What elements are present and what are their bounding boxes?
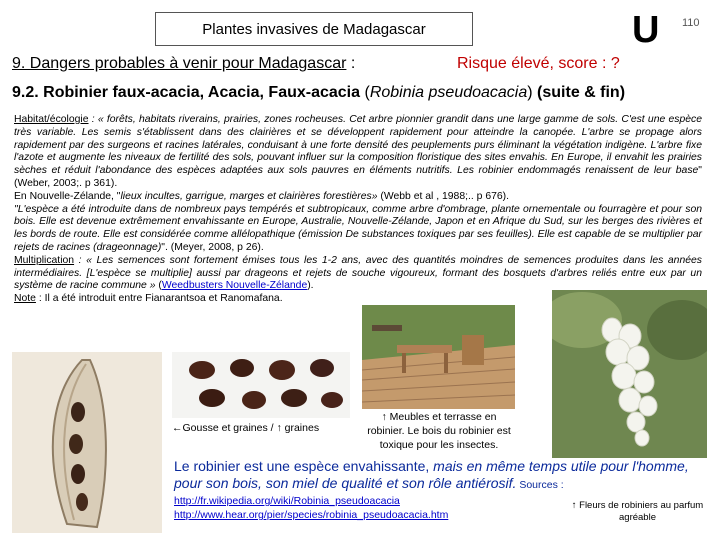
- meyer-ref: ". (Meyer, 2008, p 26).: [161, 241, 264, 253]
- subsection-heading: [12, 84, 625, 102]
- meyer-paragraph: [14, 204, 702, 255]
- paren-open: (: [360, 84, 370, 101]
- multiplication-text: : « Les semences sont fortement émises tous les 1-2 ans, avec des quantités moindres de semences produites dans les années intermédiaires. [L'espèce se multiplie] aussi par drageons et rejets de souche vigoureux, formant des bosquets d'arbres reliés entre eux par un système de racine commune »: [14, 254, 702, 292]
- multiplication-label: Multiplication: [14, 254, 75, 266]
- note-text: : Il a été introduit entre Fianarantsoa et Ranomafana.: [35, 293, 283, 305]
- sources-links: [174, 494, 448, 522]
- meyer-quote: "L'espèce a été introduite dans de nombreux pays tempérés et subtropicaux, comme arbre d'ombrage, plante ornementale ou fourragère et pour son bois. Elle est devenue extrêmement envahissante en Europe, Australie, Nouvelle-Zélande, Japon et en Afrique du Sud, sur les berges des rivières et les bords de route. Elle est considérée comme allélopathique (émission De substances toxiques par ses feuilles). Elle est capable de se multiplier par rejets de racines (drageonnage): [14, 203, 702, 253]
- nz-intro: En Nouvelle-Zélande, ": [14, 190, 121, 202]
- weedbusters-link[interactable]: Weedbusters Nouvelle-Zélande: [161, 280, 308, 292]
- seeds-caption: ←Gousse et graines / ↑ graines: [172, 422, 320, 434]
- nz-paragraph: [14, 191, 702, 204]
- seed-pod-photo: [12, 352, 162, 533]
- habitat-paragraph: [14, 114, 702, 191]
- sources-label: Sources :: [516, 479, 564, 491]
- habitat-label: Habitat/écologie: [14, 114, 89, 125]
- terrace-caption: ↑ Meubles et terrasse en robinier. Le bois du robinier est toxique pour les insectes.: [367, 411, 511, 451]
- section-heading: [12, 55, 620, 73]
- robinia-flowers-photo: [552, 290, 707, 458]
- hear-link[interactable]: http://www.hear.org/pier/species/robinia_pseudoacacia.htm: [174, 509, 449, 521]
- mult-ref-close: ).: [307, 280, 314, 292]
- section-heading-label: 9. Dangers probables à venir pour Madagascar: [12, 55, 347, 72]
- page-title-box: [155, 12, 473, 46]
- mult-ref-open: (: [155, 280, 162, 292]
- habitat-ref: " (Weber, 2003;. p 361).: [14, 165, 702, 189]
- seeds-photo: [172, 352, 350, 418]
- nz-quote: lieux incultes, garrigue, marges et clairières forestières»: [120, 190, 378, 202]
- body-text: [14, 114, 702, 306]
- terrace-photo: [362, 305, 515, 409]
- summary-text-b: mais en même temps utile pour l'homme, pour son bois, son miel de qualité et son rôle antiérosif.: [174, 458, 689, 491]
- summary-text-a: Le robinier est une espèce envahissante,: [174, 458, 430, 474]
- paren-close: ): [527, 84, 533, 101]
- habitat-text: : « forêts, habitats riverains, prairies, zones rocheuses. Cet arbre pionnier grandit dans une large gamme de sols. C'est une espèce très variable. Les semis s'établissent dans des clairières et se développent rapidement pour atteindre la canopée. L'arbre se propage alors rapidement par des surgeons et racines latérales, conduisant à une forte densité des peuplements purs éliminant la végétation indigène. L'arbre fixe l'azote et augmente les niveaux de fertilité des sols, pouvant influer sur la composition floristique des sites envahis. En Europe, il envahit les prairies sèches et réduit l'abondance des espèces adaptées aux sols pauvres en éléments nutritifs. Les robinier endommagés renaissent de leur base: [14, 114, 702, 177]
- index-letter: U: [632, 9, 660, 51]
- flowers-caption: ↑ Fleurs de robiniers au parfum agréable: [571, 500, 704, 523]
- page-number: 110: [682, 17, 700, 29]
- wikipedia-link[interactable]: http://fr.wikipedia.org/wiki/Robinia_pseudoacacia: [174, 495, 400, 507]
- species-names: 9.2. Robinier faux-acacia, Acacia, Faux-acacia: [12, 84, 361, 101]
- summary-text: [174, 458, 704, 494]
- page-title: Plantes invasives de Madagascar: [202, 20, 426, 38]
- risk-label: Risque élevé, score : ?: [457, 55, 620, 72]
- section-heading-colon: :: [346, 55, 356, 72]
- heading-suffix: (suite & fin): [532, 84, 626, 101]
- nz-ref: (Webb et al , 1988;.. p 676).: [377, 190, 510, 202]
- note-label: Note: [14, 293, 36, 305]
- latin-name: Robinia pseudoacacia: [369, 84, 528, 101]
- multiplication-paragraph: [14, 255, 702, 293]
